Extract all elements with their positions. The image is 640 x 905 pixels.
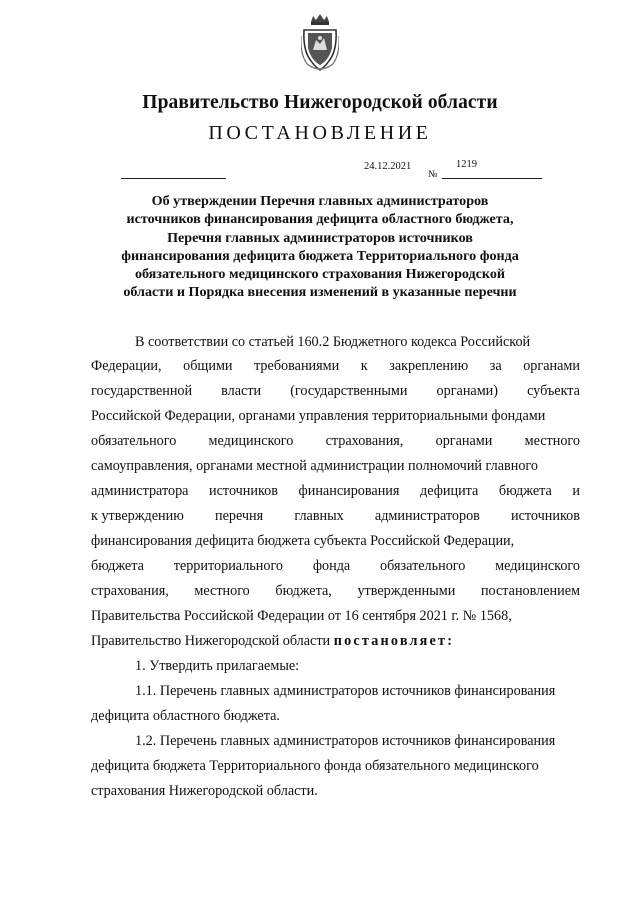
title-line: области и Порядка внесения изменений в указанные перечни [123,284,517,301]
resolves-word: постановляет: [333,633,455,649]
title-line: Об утверждении Перечня главных администраторов [151,193,489,209]
item-1-1-line: 1.1. Перечень главных администраторов источников финансирования [135,683,556,699]
preamble-line: Правительство Нижегородской области постановляет: [91,633,455,649]
item-1-2-line: дефицита бюджета Территориального фонда обязательного медицинского [91,758,539,774]
preamble-line: Правительства Российской Федерации от 16 сентября 2021 г. № 1568, [91,608,512,624]
preamble-line: Российской Федерации, органами управления территориальными фондами [91,408,546,424]
item-1: 1. Утвердить прилагаемые: [135,658,300,674]
item-1-2-line: страхования Нижегородской области. [91,783,318,799]
number-sign: № [428,169,438,180]
preamble-line: к утверждению перечня главных администраторов источников [91,508,580,524]
item-1-2-line: 1.2. Перечень главных администраторов источников финансирования [135,733,556,749]
document-type: ПОСТАНОВЛЕНИЕ [208,122,432,144]
title-line: финансирования дефицита бюджета Территориального фонда [121,247,519,264]
title-line: обязательного медицинского страхования Нижегородской [134,266,506,283]
organization-name: Правительство Нижегородской области [142,92,498,113]
preamble-line: обязательного медицинского страхования, органами местного [91,433,580,449]
number-underline [442,178,542,179]
preamble-line: финансирования дефицита бюджета субъекта Российской Федерации, [91,533,515,549]
preamble-line: администратора источников финансирования дефицита бюджета и [91,483,580,499]
document-date: 24.12.2021 [364,161,412,172]
title-line: Перечня главных администраторов источников [167,229,473,246]
preamble-line: страхования, местного бюджета, утвержденными постановлением [91,583,580,599]
preamble-line: Федерации, общими требованиями к закреплению за органами [91,358,580,374]
item-1-1-line: дефицита областного бюджета. [91,708,280,724]
document-number: 1219 [456,159,477,170]
preamble-line: бюджета территориального фонда обязательного медицинского [91,558,580,574]
preamble-line: самоуправления, органами местной администрации полномочий главного [91,458,538,474]
document-title [110,192,530,302]
preamble-line: государственной власти (государственными органами) субъекта [91,383,580,399]
title-line: источников финансирования дефицита областного бюджета, [126,211,514,228]
preamble-line: В соответствии со статьей 160.2 Бюджетного кодекса Российской [135,334,531,350]
coat-of-arms-emblem [301,14,339,74]
date-blank-line [121,178,226,179]
